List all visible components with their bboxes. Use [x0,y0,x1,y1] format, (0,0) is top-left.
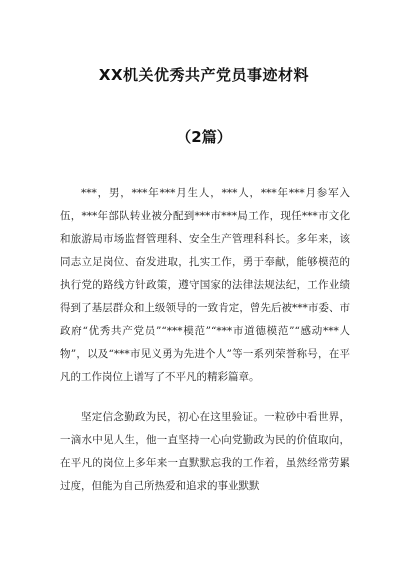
paragraph: ***，男，***年***月生人，***人，***年***月参军入伍，***年部队转业被分配到***市***局工作，现任***市文化和旅游局市场监督管理科、安全生产管理科科长。多年来，该同志立足岗位、奋发进取，扎实工作，勇于奉献，能够模范的执行党的路线方针政策，遵守国家的法律法规法纪，工作业绩得到了基层群众和上级领导的一致肯定，曾先后被***市委、市政府“优秀共产党员”“***模范”“***市道德模范”“感动***人物”，以及“***市见义勇为先进个人”等一系列荣誉称号，在平凡的工作岗位上谱写了不平凡的精彩篇章。 [60,187,350,383]
document-subtitle: （2篇） [176,128,232,146]
paragraph: 坚定信念勤政为民，初心在这里验证。一粒砂中看世界，一滴水中见人生，他一直坚持一心向党勤政为民的价值取向，在平凡的岗位上多年来一直默默忘我的工作着，虽然经常劳累过度，但能为自己所热爱和追求的事业默默 [60,411,350,492]
document-title: XX机关优秀共产党员事迹材料 [98,66,310,84]
document-body [60,182,350,515]
